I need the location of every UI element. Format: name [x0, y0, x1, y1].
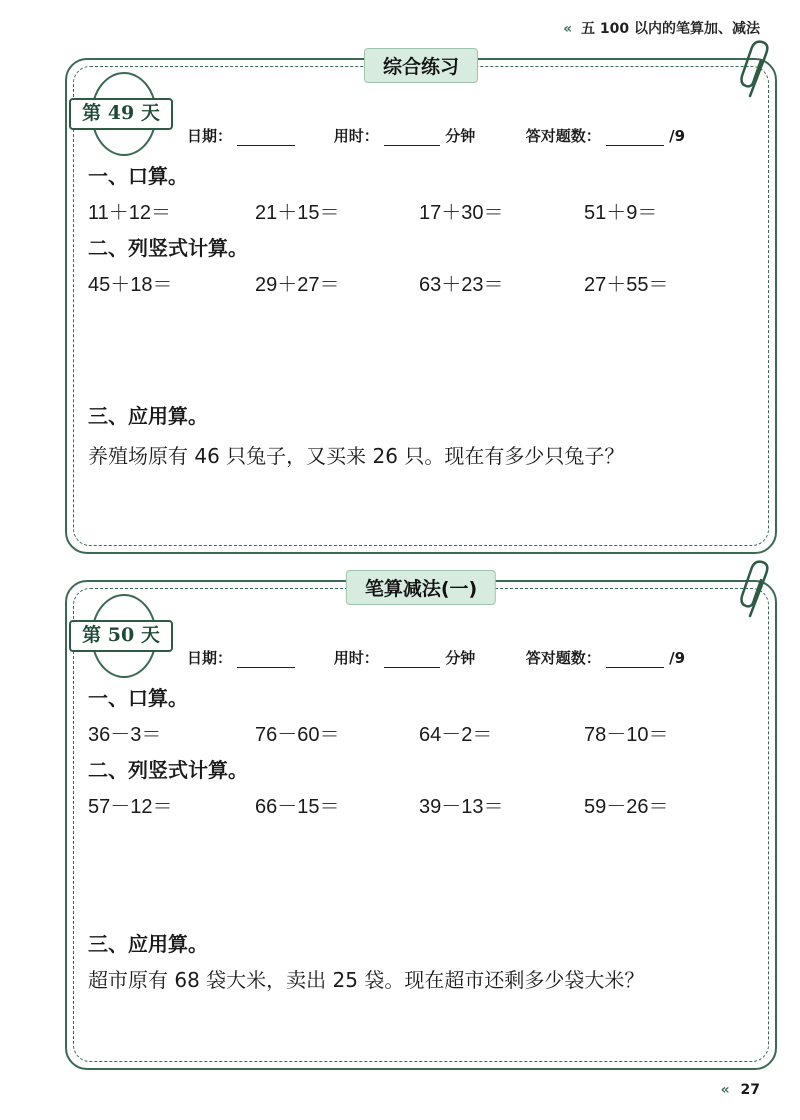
oral-problem: 78－10＝	[584, 724, 669, 746]
word-problem: 超市原有 68 袋大米，卖出 25 袋。现在超市还剩多少袋大米？	[88, 968, 645, 992]
vertical-problem: 59－26＝	[584, 796, 669, 818]
vertical-problem: 39－13＝	[419, 796, 504, 818]
vertical-problem: 63＋23＝	[419, 274, 504, 296]
day-badge-label: 第 50 天	[69, 620, 173, 652]
vertical-problem: 45＋18＝	[88, 274, 173, 296]
date-label: 日期：	[187, 649, 233, 667]
vertical-problem: 57－12＝	[88, 796, 173, 818]
section-oral: 一、口算。	[88, 686, 188, 710]
score-label: 答对题数：	[525, 649, 601, 667]
section-oral: 一、口算。	[88, 164, 188, 188]
day-49-card	[65, 58, 777, 554]
time-label: 用时：	[333, 127, 379, 145]
day-badge-label: 第 49 天	[69, 98, 173, 130]
page-number	[721, 1082, 760, 1098]
vertical-problem: 66－15＝	[255, 796, 340, 818]
date-blank[interactable]	[237, 653, 295, 668]
chapter-title: 100 以内的笔算加、减法	[599, 21, 760, 37]
meta-row	[187, 647, 685, 668]
lesson-title: 综合练习	[364, 48, 478, 83]
section-word: 三、应用算。	[88, 404, 208, 428]
vertical-problem: 27＋55＝	[584, 274, 669, 296]
date-blank[interactable]	[237, 131, 295, 146]
time-unit: 分钟	[445, 649, 476, 667]
unit-label: 五	[581, 21, 596, 37]
day-badge	[65, 604, 177, 666]
day-badge	[65, 82, 177, 144]
vertical-problem: 29＋27＝	[255, 274, 340, 296]
time-blank[interactable]	[384, 131, 440, 146]
oral-problem: 76－60＝	[255, 724, 340, 746]
section-word: 三、应用算。	[88, 932, 208, 956]
time-blank[interactable]	[384, 653, 440, 668]
page-header	[563, 18, 760, 38]
section-vertical: 二、列竖式计算。	[88, 758, 248, 782]
footer-arrows: «	[720, 1082, 730, 1098]
lesson-title: 笔算减法(一)	[346, 570, 496, 605]
paperclip-icon	[740, 40, 774, 104]
time-label: 用时：	[333, 649, 379, 667]
day-50-card	[65, 580, 777, 1070]
oral-problem: 17＋30＝	[419, 202, 504, 224]
header-arrows: «	[563, 21, 573, 37]
oral-problem: 64－2＝	[419, 724, 493, 746]
meta-row	[187, 125, 685, 146]
time-unit: 分钟	[445, 127, 476, 145]
score-label: 答对题数：	[525, 127, 601, 145]
score-blank[interactable]	[606, 131, 664, 146]
oral-problem: 36－3＝	[88, 724, 162, 746]
oral-problem: 11＋12＝	[88, 202, 172, 224]
oral-problem: 21＋15＝	[255, 202, 340, 224]
score-blank[interactable]	[606, 653, 664, 668]
score-total: /9	[669, 127, 686, 145]
score-total: /9	[669, 649, 686, 667]
word-problem: 养殖场原有 46 只兔子，又买来 26 只。现在有多少只兔子？	[88, 444, 625, 468]
paperclip-icon	[740, 560, 774, 624]
oral-problem: 51＋9＝	[584, 202, 658, 224]
section-vertical: 二、列竖式计算。	[88, 236, 248, 260]
date-label: 日期：	[187, 127, 233, 145]
page-number-value: 27	[740, 1082, 760, 1098]
